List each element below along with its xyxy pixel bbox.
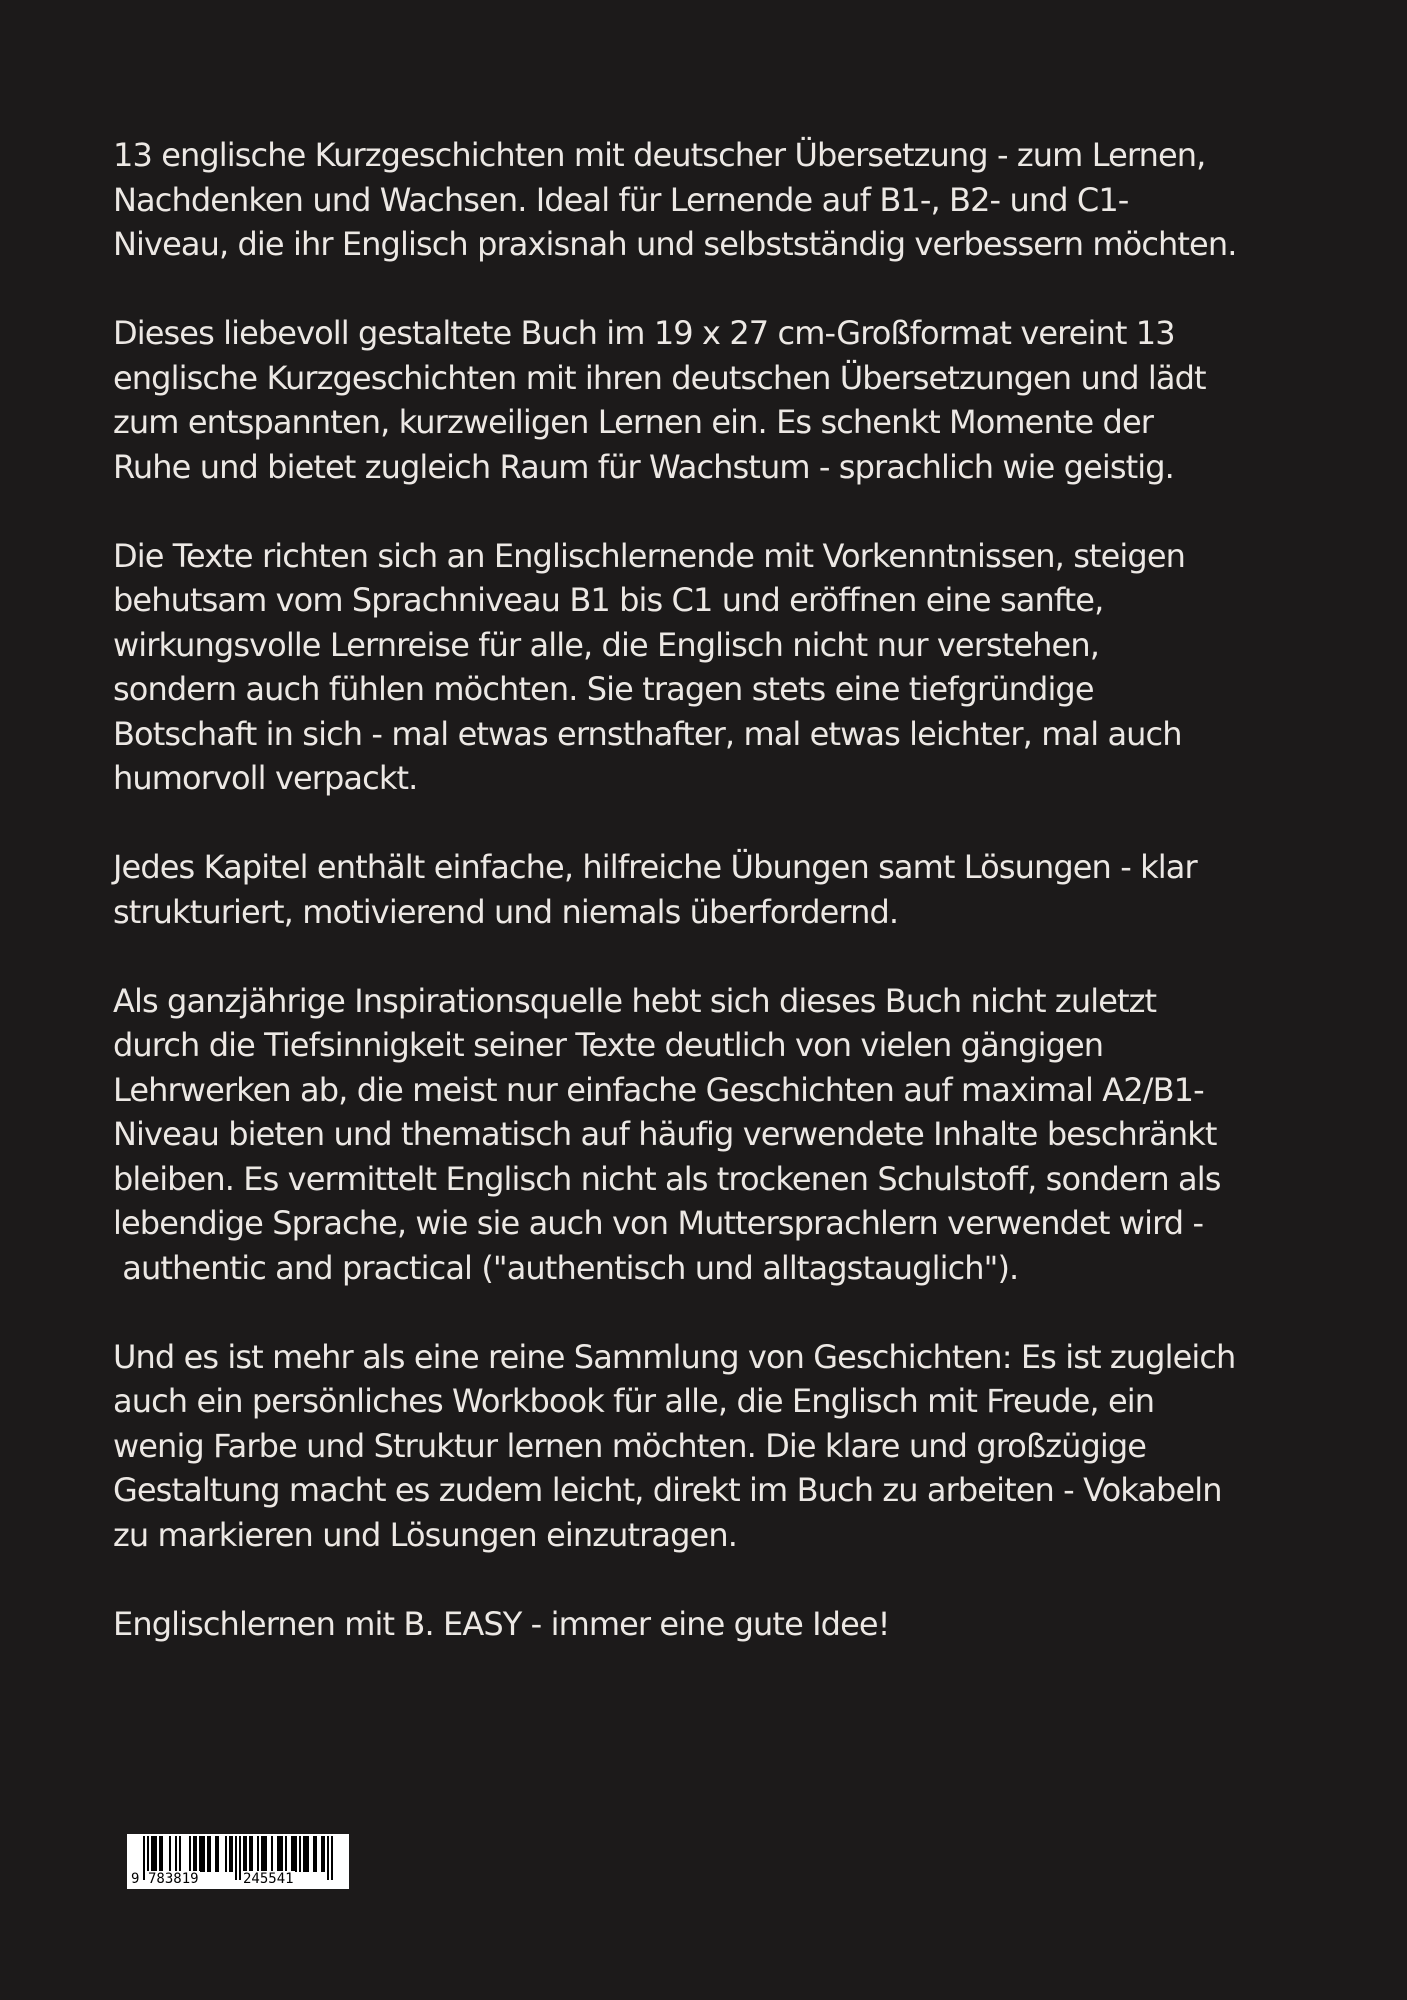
barcode-bar: [307, 1836, 309, 1872]
text-line: englische Kurzgeschichten mit ihren deutschen Übersetzungen und lädt: [113, 358, 1206, 397]
barcode-bar: [179, 1836, 181, 1872]
text-line: Niveau bieten und thematisch auf häufig verwendete Inhalte beschränkt: [113, 1115, 1217, 1153]
text-line: wirkungsvolle Lernreise für alle, die Englisch nicht nur verstehen,: [113, 625, 1099, 664]
barcode-bar: [293, 1836, 295, 1872]
barcode-bar: [299, 1836, 301, 1872]
barcode-bar: [199, 1836, 201, 1872]
barcode-bar: [225, 1836, 227, 1872]
text-line: wenig Farbe und Struktur lernen möchten. Die klare und großzügige: [113, 1426, 1147, 1465]
barcode-bar: [315, 1836, 317, 1872]
barcode-bar: [281, 1836, 283, 1872]
barcode-bar: [249, 1836, 251, 1872]
barcode-bar: [277, 1836, 279, 1872]
barcode-bar: [303, 1836, 305, 1872]
barcode-bar: [285, 1836, 287, 1872]
text-line: Ruhe und bietet zugleich Raum für Wachstum - sprachlich wie geistig.: [113, 447, 1174, 486]
paragraph-format: [113, 311, 1323, 489]
text-line: behutsam vom Sprachniveau B1 bis C1 und eröffnen eine sanfte,: [113, 581, 1104, 619]
text-line: 13 englische Kurzgeschichten mit deutscher Übersetzung - zum Lernen,: [113, 136, 1206, 174]
barcode-bar: [159, 1836, 161, 1872]
barcode-bar: [257, 1836, 259, 1872]
text-line: strukturiert, motivierend und niemals überfordernd.: [113, 892, 899, 931]
barcode-bar: [305, 1836, 307, 1872]
text-line: Die Texte richten sich an Englischlernende mit Vorkenntnissen, steigen: [113, 536, 1186, 575]
text-line: durch die Tiefsinnigkeit seiner Texte deutlich von vielen gängigen: [113, 1026, 1104, 1064]
text-line: Dieses liebevoll gestaltete Buch im 19 x 27 cm-Großformat vereint 13: [113, 314, 1175, 352]
text-line: Botschaft in sich - mal etwas ernsthafter, mal etwas leichter, mal auch: [113, 714, 1182, 753]
text-line: sondern auch fühlen möchten. Sie tragen stets eine tiefgründige: [113, 670, 1094, 708]
barcode-bar: [291, 1836, 293, 1872]
back-cover-description: [113, 133, 1323, 1646]
barcode-bar: [321, 1836, 323, 1872]
barcode-bar: [271, 1836, 273, 1872]
paragraph-workbook: [113, 1335, 1323, 1558]
text-line: auch ein persönliches Workbook für alle, die Englisch mit Freude, ein: [113, 1382, 1155, 1420]
text-line: Jedes Kapitel enthält einfache, hilfreiche Übungen samt Lösungen - klar: [113, 848, 1197, 886]
text-line: lebendige Sprache, wie sie auch von Muttersprachlern verwendet wird -: [113, 1204, 1204, 1242]
barcode-bar: [231, 1836, 233, 1872]
barcode-bar: [261, 1836, 263, 1872]
text-line: Gestaltung macht es zudem leicht, direkt im Buch zu arbeiten - Vokabeln: [113, 1471, 1222, 1509]
barcode-bar: [207, 1836, 209, 1872]
barcode-bar: [251, 1836, 253, 1872]
isbn-barcode: [127, 1834, 349, 1889]
paragraph-slogan: [113, 1602, 1323, 1647]
barcode-digits-right: 245541: [243, 1871, 294, 1887]
barcode-bar: [245, 1836, 247, 1872]
barcode-bar: [217, 1836, 219, 1872]
barcode-bar: [203, 1836, 205, 1872]
barcode-bar: [313, 1836, 315, 1872]
barcode-bar: [215, 1836, 217, 1872]
text-line: Und es ist mehr als eine reine Sammlung von Geschichten: Es ist zugleich: [113, 1337, 1236, 1376]
paragraph-intro: [113, 133, 1323, 267]
barcode-bar: [209, 1836, 211, 1872]
barcode-bar: [229, 1836, 231, 1872]
text-line: Niveau, die ihr Englisch praxisnah und selbstständig verbessern möchten.: [113, 225, 1237, 263]
barcode-bar: [201, 1836, 203, 1872]
barcode-bar: [153, 1836, 155, 1872]
text-line: Als ganzjährige Inspirationsquelle hebt sich dieses Buch nicht zuletzt: [113, 981, 1157, 1020]
barcode-bar: [161, 1836, 163, 1872]
barcode-digit-lead: 9: [131, 1871, 140, 1887]
barcode-bar: [169, 1836, 171, 1872]
paragraph-exercises: [113, 845, 1323, 934]
barcode-bar: [263, 1836, 265, 1872]
paragraph-inspiration: [113, 979, 1323, 1291]
text-line: authentic and practical ("authentisch und alltagstauglich").: [113, 1248, 1019, 1287]
barcode-bar: [175, 1836, 177, 1872]
text-line: Lehrwerken ab, die meist nur einfache Geschichten auf maximal A2/B1-: [113, 1070, 1204, 1109]
barcode-bar: [323, 1836, 325, 1872]
text-line: zum entspannten, kurzweiligen Lernen ein. Es schenkt Momente der: [113, 403, 1154, 441]
text-line: bleiben. Es vermittelt Englisch nicht als trockenen Schulstoff, sondern als: [113, 1159, 1221, 1198]
barcode-bar: [279, 1836, 281, 1872]
barcode-bar: [195, 1836, 197, 1872]
barcode-digits-left: 783819: [148, 1871, 199, 1887]
paragraph-texts: [113, 534, 1323, 801]
text-line: humorvoll verpackt.: [113, 759, 418, 797]
text-line: zu markieren und Lösungen einzutragen.: [113, 1515, 737, 1554]
barcode-digits: [127, 1871, 349, 1888]
barcode-bar: [193, 1836, 195, 1872]
barcode-bar: [151, 1836, 153, 1872]
barcode-bar: [243, 1836, 245, 1872]
barcode-bar: [265, 1836, 267, 1872]
barcode-bar: [295, 1836, 297, 1872]
barcode-bar: [189, 1836, 191, 1872]
text-line: Englischlernen mit B. EASY - immer eine gute Idee!: [113, 1604, 890, 1643]
text-line: Nachdenken und Wachsen. Ideal für Lernende auf B1-, B2- und C1-: [113, 180, 1129, 219]
barcode-bar: [155, 1836, 157, 1872]
